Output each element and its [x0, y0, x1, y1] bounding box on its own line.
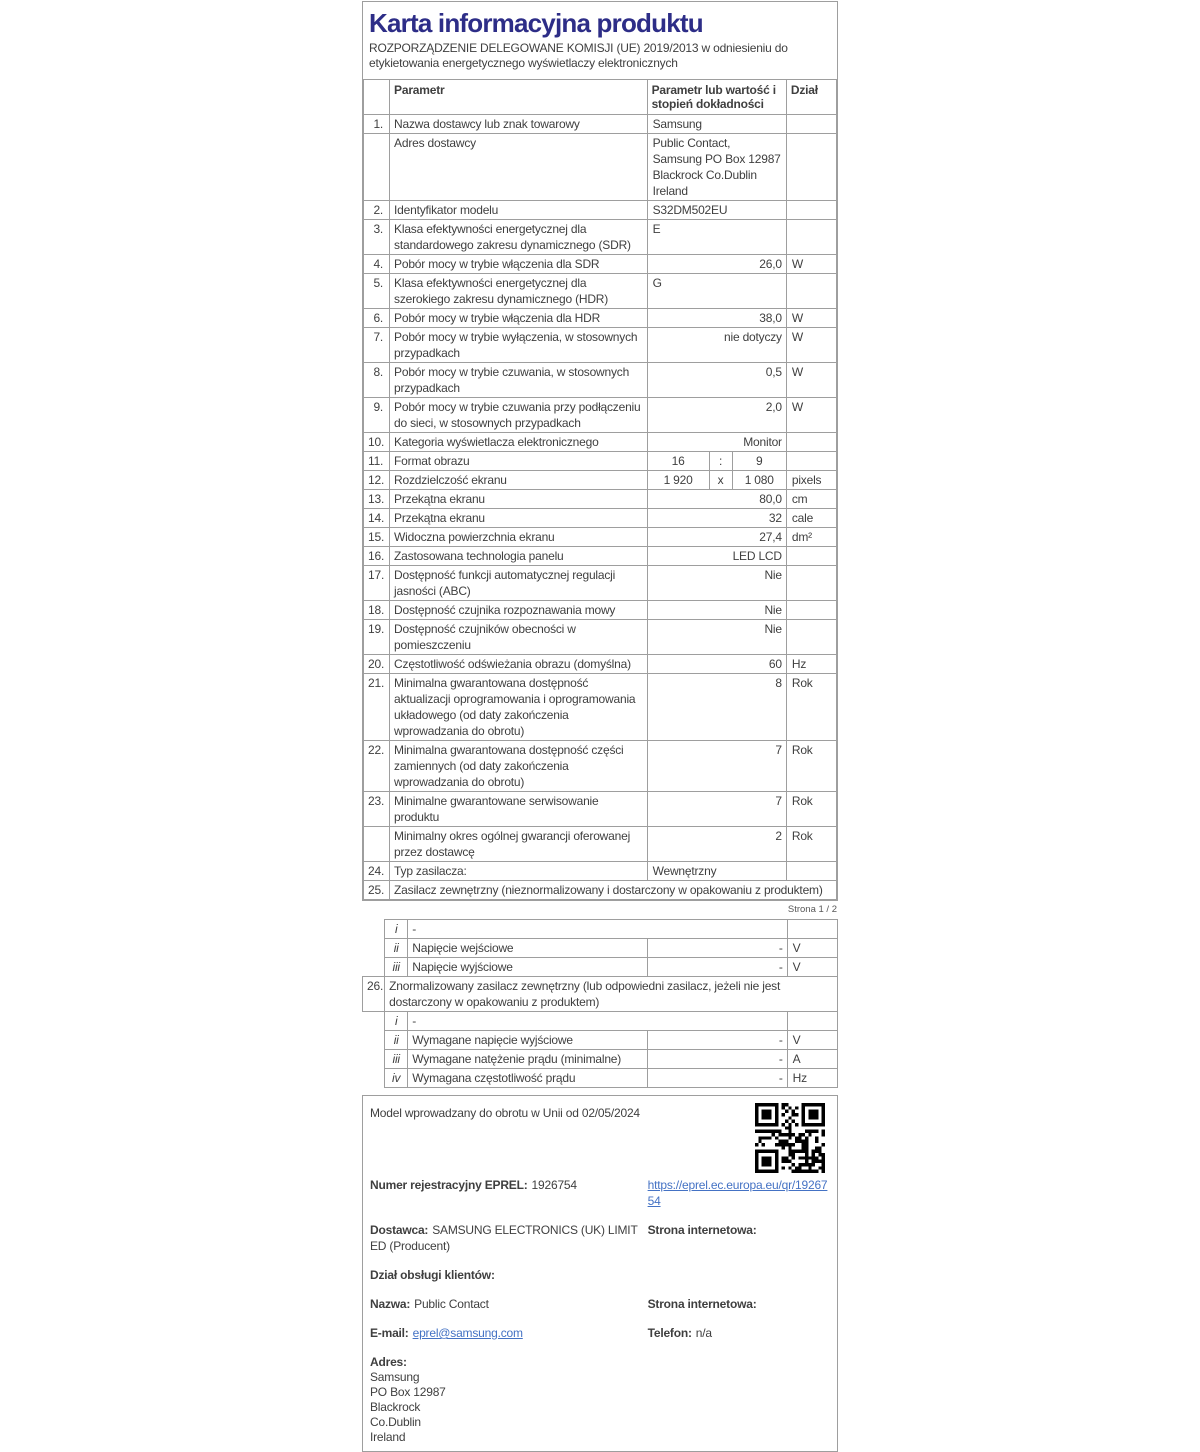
- qr-code: [755, 1103, 825, 1173]
- row-label-cell: Napięcie wyjściowe: [408, 958, 648, 977]
- row-number-cell: 9.: [364, 398, 390, 433]
- row-label-cell: Minimalny okres ogólnej gwarancji oferowanej przez dostawcę: [390, 827, 648, 862]
- row-unit-cell: [786, 566, 836, 601]
- table-row: [364, 490, 837, 509]
- row-unit-cell: W: [786, 328, 836, 363]
- row-number-cell: 3.: [364, 220, 390, 255]
- row-roman-cell: iii: [385, 1050, 408, 1069]
- table-row: [364, 274, 837, 309]
- row-number-cell: 2.: [364, 201, 390, 220]
- table-row: [364, 547, 837, 566]
- table-row: [364, 741, 837, 792]
- row-number-cell: 23.: [364, 792, 390, 827]
- row-unit-cell: pixels: [786, 471, 836, 490]
- row-label-cell: Pobór mocy w trybie czuwania przy podłączeniu do sieci, w stosownych przypadkach: [390, 398, 648, 433]
- row-value-cell: -: [647, 1031, 787, 1050]
- row-value-cell: Monitor: [647, 433, 786, 452]
- header-parametr: Parametr: [390, 80, 648, 115]
- email-label: E-mail:: [370, 1326, 409, 1340]
- row-value-cell: nie dotyczy: [647, 328, 786, 363]
- row-ghost-cell: [363, 920, 385, 939]
- header-value: Parametr lub wartość i stopień dokładności: [647, 80, 786, 115]
- row-label-cell: Widoczna powierzchnia ekranu: [390, 528, 648, 547]
- row-ghost-cell: [363, 958, 385, 977]
- row-value-cell: 8: [647, 674, 786, 741]
- row-unit-cell: [786, 601, 836, 620]
- table-row: [364, 601, 837, 620]
- row-label-cell: Dostępność funkcji automatycznej regulacji jasności (ABC): [390, 566, 648, 601]
- row-unit-cell: V: [787, 939, 837, 958]
- row-value-cell: -: [647, 939, 787, 958]
- row-ghost-cell: [363, 1069, 385, 1088]
- row-label-cell: Pobór mocy w trybie wyłączenia, w stosownych przypadkach: [390, 328, 648, 363]
- header-empty-cell: [364, 80, 390, 115]
- table-row: [363, 1069, 838, 1088]
- row-label-cell: Klasa efektywności energetycznej dla szerokiego zakresu dynamicznego (HDR): [390, 274, 648, 309]
- table-row: [364, 255, 837, 274]
- row-unit-cell: Hz: [786, 655, 836, 674]
- row-label-cell: Format obrazu: [390, 452, 648, 471]
- address-line: Ireland: [370, 1430, 406, 1444]
- table-row: [363, 939, 838, 958]
- row-number-cell: [364, 134, 390, 201]
- row-number-cell: 24.: [364, 862, 390, 881]
- row-value-cell: 2,0: [647, 398, 786, 433]
- table-row: [364, 674, 837, 741]
- row-value-cell: -: [647, 958, 787, 977]
- row-number-cell: 12.: [364, 471, 390, 490]
- page-marker: Strona 1 / 2: [787, 904, 837, 915]
- row-value-cell: 38,0: [647, 309, 786, 328]
- split-value-3: 9: [755, 454, 763, 468]
- table-header-row: [364, 80, 837, 115]
- table-row: [364, 115, 837, 134]
- table-row: [364, 433, 837, 452]
- row-value-cell: 80,0: [647, 490, 786, 509]
- row-unit-cell: [787, 920, 837, 939]
- table-row: [364, 881, 837, 900]
- row-unit-cell: cale: [786, 509, 836, 528]
- footer-box: [362, 1095, 838, 1452]
- row-label-cell: Wymagana częstotliwość prądu: [408, 1069, 648, 1088]
- row-roman-cell: i: [385, 920, 408, 939]
- row-roman-cell: ii: [385, 1031, 408, 1050]
- header-unit: Dział: [786, 80, 836, 115]
- table-row: [363, 958, 838, 977]
- product-fiche-document: [362, 0, 838, 1452]
- row-unit-cell: W: [786, 255, 836, 274]
- table-row: [364, 620, 837, 655]
- row-value-cell: Wewnętrzny: [647, 862, 786, 881]
- split-value-2: :: [709, 452, 733, 470]
- split-value-3: 1 080: [744, 473, 774, 487]
- row-number-cell: 16.: [364, 547, 390, 566]
- row-value-cell: G: [647, 274, 786, 309]
- row-value-cell: Public Contact, Samsung PO Box 12987 Blackrock Co.Dublin Ireland: [647, 134, 786, 201]
- split-value-1: 16: [671, 454, 685, 468]
- address-line: Blackrock: [370, 1400, 421, 1414]
- row-number-cell: [364, 827, 390, 862]
- row-value-cell: Nie: [647, 566, 786, 601]
- table-row: [364, 201, 837, 220]
- table-row: [364, 792, 837, 827]
- row-label-cell: Typ zasilacza:: [390, 862, 648, 881]
- row-roman-cell: i: [385, 1012, 408, 1031]
- regulation-subtitle: ROZPORZĄDZENIE DELEGOWANE KOMISJI (UE) 2019/2013 w odniesieniu do etykietowania energetycznego wyświetlaczy elektronicznych: [369, 41, 788, 70]
- address-line: PO Box 12987: [370, 1385, 446, 1399]
- table-row: [363, 1050, 838, 1069]
- row-ghost-cell: [363, 1012, 385, 1031]
- table-row: [364, 862, 837, 881]
- row-unit-cell: [786, 134, 836, 201]
- row-number-cell: 14.: [364, 509, 390, 528]
- row-split-value-cell: [647, 471, 786, 490]
- row-label-cell: Nazwa dostawcy lub znak towarowy: [390, 115, 648, 134]
- row-unit-cell: [786, 115, 836, 134]
- row-number-cell: 5.: [364, 274, 390, 309]
- row-unit-cell: dm²: [786, 528, 836, 547]
- row-label-cell: Adres dostawcy: [390, 134, 648, 201]
- row-value-cell: 27,4: [647, 528, 786, 547]
- row-label-cell: Wymagane napięcie wyjściowe: [408, 1031, 648, 1050]
- table-row: [364, 134, 837, 201]
- address-label: Adres:: [370, 1355, 407, 1369]
- row-number-cell: 13.: [364, 490, 390, 509]
- row-dash-cell: -: [408, 1012, 787, 1031]
- row-value-cell: 0,5: [647, 363, 786, 398]
- eprel-label: Numer rejestracyjny EPREL:: [370, 1178, 528, 1192]
- table-row: [364, 398, 837, 433]
- name-label: Nazwa:: [370, 1297, 411, 1311]
- table-row: [363, 1012, 838, 1031]
- address-line: Co.Dublin: [370, 1415, 421, 1429]
- phone-value: n/a: [695, 1326, 712, 1340]
- table-row: [364, 220, 837, 255]
- row-unit-cell: [786, 201, 836, 220]
- row-value-cell: 26,0: [647, 255, 786, 274]
- row-label-cell: Minimalna gwarantowana dostępność części zamiennych (od daty zakończenia wprowadzania do obrotu): [390, 741, 648, 792]
- row-label-cell: Pobór mocy w trybie włączenia dla SDR: [390, 255, 648, 274]
- row-number-cell: 17.: [364, 566, 390, 601]
- row-label-cell: Wymagane natężenie prądu (minimalne): [408, 1050, 648, 1069]
- row-value-cell: 7: [647, 792, 786, 827]
- row-number-cell: 22.: [364, 741, 390, 792]
- contact-name: Public Contact: [414, 1297, 489, 1311]
- row-split-value-cell: [647, 452, 786, 471]
- row-unit-cell: W: [786, 309, 836, 328]
- row-value-cell: 32: [647, 509, 786, 528]
- table-row: [364, 452, 837, 471]
- row-value-cell: S32DM502EU: [647, 201, 786, 220]
- address-line: Samsung: [370, 1370, 420, 1384]
- row-value-cell: 7: [647, 741, 786, 792]
- row-number-cell: 1.: [364, 115, 390, 134]
- row-unit-cell: W: [786, 363, 836, 398]
- row-number-cell: 20.: [364, 655, 390, 674]
- row-label-cell: Klasa efektywności energetycznej dla standardowego zakresu dynamicznego (SDR): [390, 220, 648, 255]
- row-roman-cell: iii: [385, 958, 408, 977]
- parameters-table: [363, 79, 837, 900]
- split-value-2: x: [709, 471, 733, 489]
- table-row: [364, 528, 837, 547]
- split-value-1: 1 920: [663, 473, 693, 487]
- row-ghost-cell: [363, 1031, 385, 1050]
- row-roman-cell: ii: [385, 939, 408, 958]
- row-number-cell: 8.: [364, 363, 390, 398]
- row-unit-cell: [786, 433, 836, 452]
- row-unit-cell: V: [787, 1031, 837, 1050]
- eprel-number: 1926754: [531, 1178, 577, 1192]
- row-unit-cell: Rok: [786, 741, 836, 792]
- row-span-cell: Zasilacz zewnętrzny (nieznormalizowany i dostarczony w opakowaniu z produktem): [390, 881, 837, 900]
- table-row: [364, 655, 837, 674]
- row-value-cell: 2: [647, 827, 786, 862]
- customer-service-heading: Dział obsługi klientów:: [370, 1268, 495, 1282]
- row-value-cell: -: [647, 1069, 787, 1088]
- row-number-cell: 10.: [364, 433, 390, 452]
- row-roman-cell: iv: [385, 1069, 408, 1088]
- row-number-cell: 21.: [364, 674, 390, 741]
- table-row: [363, 977, 838, 1012]
- row-value-cell: Samsung: [647, 115, 786, 134]
- row-number-cell: 19.: [364, 620, 390, 655]
- row-label-cell: Zastosowana technologia panelu: [390, 547, 648, 566]
- row-label-cell: Częstotliwość odświeżania obrazu (domyślna): [390, 655, 648, 674]
- row-unit-cell: V: [787, 958, 837, 977]
- row-unit-cell: [786, 220, 836, 255]
- phone-label: Telefon:: [647, 1326, 692, 1340]
- row-unit-cell: Rok: [786, 792, 836, 827]
- row-unit-cell: A: [787, 1050, 837, 1069]
- model-market-date: Model wprowadzany do obrotu w Unii od 02/05/2024: [370, 1106, 640, 1120]
- website-label: Strona internetowa:: [647, 1223, 757, 1237]
- row-unit-cell: [786, 620, 836, 655]
- row-unit-cell: W: [786, 398, 836, 433]
- row-number-cell: 4.: [364, 255, 390, 274]
- row-label-cell: Przekątna ekranu: [390, 509, 648, 528]
- row-label-cell: Napięcie wejściowe: [408, 939, 648, 958]
- row-dash-cell: -: [408, 920, 787, 939]
- row-label-cell: Minimalne gwarantowane serwisowanie produktu: [390, 792, 648, 827]
- row-unit-cell: [786, 862, 836, 881]
- row-label-cell: Pobór mocy w trybie czuwania, w stosownych przypadkach: [390, 363, 648, 398]
- row-label-cell: Pobór mocy w trybie włączenia dla HDR: [390, 309, 648, 328]
- table-row: [363, 920, 838, 939]
- row-unit-cell: [786, 547, 836, 566]
- page-title: Karta informacyjna produktu: [369, 8, 703, 38]
- supplier-label: Dostawca:: [370, 1223, 429, 1237]
- row-value-cell: -: [647, 1050, 787, 1069]
- eprel-qr-link[interactable]: https://eprel.ec.europa.eu/qr/1926754: [647, 1178, 828, 1208]
- main-section-box: [362, 1, 838, 901]
- row-unit-cell: [786, 274, 836, 309]
- table-row: [364, 328, 837, 363]
- row-value-cell: LED LCD: [647, 547, 786, 566]
- address-block: [370, 1370, 446, 1445]
- row-label-cell: Rozdzielczość ekranu: [390, 471, 648, 490]
- row-value-cell: Nie: [647, 601, 786, 620]
- row-number-cell: 7.: [364, 328, 390, 363]
- row-value-cell: 60: [647, 655, 786, 674]
- row-ghost-cell: [363, 939, 385, 958]
- row-label-cell: Kategoria wyświetlacza elektronicznego: [390, 433, 648, 452]
- row-unit-cell: Rok: [786, 674, 836, 741]
- row-number-cell: 15.: [364, 528, 390, 547]
- row-number-cell: 25.: [364, 881, 390, 900]
- row-number-cell: 26.: [363, 977, 385, 1012]
- row-value-cell: Nie: [647, 620, 786, 655]
- row-label-cell: Dostępność czujnika rozpoznawania mowy: [390, 601, 648, 620]
- row-value-cell: E: [647, 220, 786, 255]
- row-unit-cell: Hz: [787, 1069, 837, 1088]
- table-row: [364, 309, 837, 328]
- table-row: [364, 509, 837, 528]
- row-number-cell: 6.: [364, 309, 390, 328]
- row-number-cell: 11.: [364, 452, 390, 471]
- row-label-cell: Identyfikator modelu: [390, 201, 648, 220]
- row-unit-cell: cm: [786, 490, 836, 509]
- row-label-cell: Dostępność czujników obecności w pomieszczeniu: [390, 620, 648, 655]
- row-span-cell: Znormalizowany zasilacz zewnętrzny (lub odpowiedni zasilacz, jeżeli nie jest dostarczony w opakowaniu z produktem): [385, 977, 838, 1012]
- row-unit-cell: Rok: [786, 827, 836, 862]
- email-link[interactable]: eprel@samsung.com: [412, 1326, 523, 1340]
- row-label-cell: Przekątna ekranu: [390, 490, 648, 509]
- power-supply-table: [362, 919, 838, 1088]
- row-number-cell: 18.: [364, 601, 390, 620]
- table-row: [364, 827, 837, 862]
- row-ghost-cell: [363, 1050, 385, 1069]
- row-unit-cell: [786, 452, 836, 471]
- row-unit-cell: [787, 1012, 837, 1031]
- table-row: [364, 566, 837, 601]
- table-row: [364, 471, 837, 490]
- table-row: [364, 363, 837, 398]
- table-row: [363, 1031, 838, 1050]
- row-label-cell: Minimalna gwarantowana dostępność aktualizacji oprogramowania i oprogramowania układowego (od daty zakończenia wprowadzania do obrotu): [390, 674, 648, 741]
- supplier-name: SAMSUNG ELECTRONICS (UK) LIMITED (Producent): [370, 1223, 638, 1253]
- website-label-2: Strona internetowa:: [647, 1297, 757, 1311]
